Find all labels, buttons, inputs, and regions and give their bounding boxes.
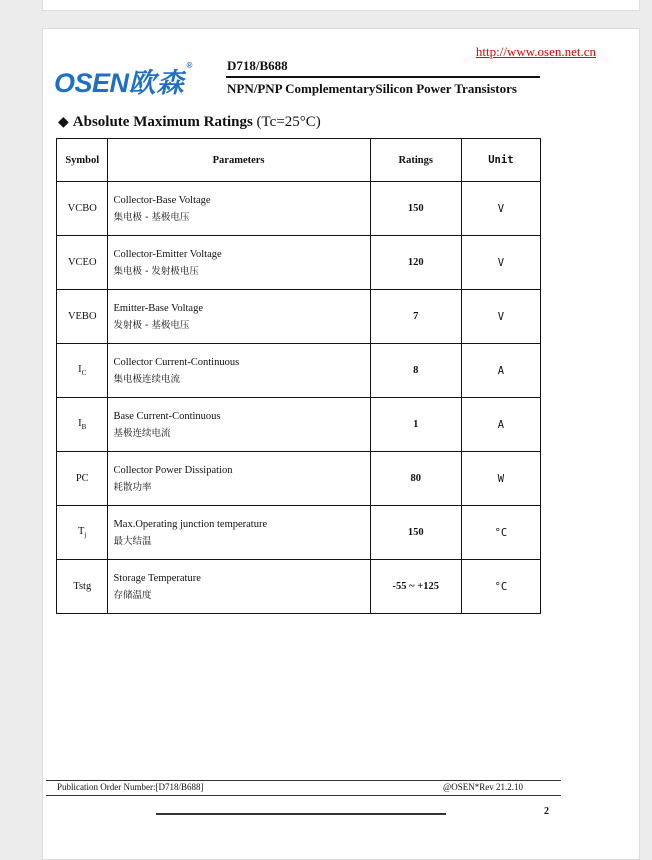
cell-rating: -55 ~ +125 xyxy=(370,560,461,614)
cell-parameter xyxy=(108,182,370,236)
parameter-en: Storage Temperature xyxy=(113,572,201,584)
parameter-zh: 集电极 - 基极电压 xyxy=(113,211,190,223)
cell-unit: A xyxy=(461,344,540,398)
symbol-main: I xyxy=(78,363,82,375)
footer-rule-bottom xyxy=(46,795,561,796)
header-unit: Unit xyxy=(461,139,540,182)
symbol-main: Tstg xyxy=(73,581,92,592)
cell-parameter xyxy=(108,290,370,344)
cell-rating: 8 xyxy=(370,344,461,398)
previous-page-edge xyxy=(42,0,640,11)
symbol-subscript: C xyxy=(81,369,87,378)
logo-text: OSEN xyxy=(54,68,129,98)
section-condition: (Tc=25°C) xyxy=(256,114,321,130)
revision-label: @OSEN*Rev 21.2.10 xyxy=(443,782,524,792)
cell-parameter xyxy=(108,452,370,506)
cell-unit: °C xyxy=(461,506,540,560)
cell-rating: 150 xyxy=(370,182,461,236)
diamond-bullet-icon: ◆ xyxy=(58,115,69,130)
parameter-zh: 发射极 - 基极电压 xyxy=(113,319,190,331)
parameter-en: Emitter-Base Voltage xyxy=(113,302,203,314)
symbol-main: VCEO xyxy=(67,257,97,268)
part-number: D718/B688 xyxy=(227,58,288,73)
cell-rating: 1 xyxy=(370,398,461,452)
table-row xyxy=(57,182,541,236)
parameter-zh: 耗散功率 xyxy=(113,481,152,493)
symbol-main: T xyxy=(78,525,85,537)
parameter-en: Collector-Emitter Voltage xyxy=(113,248,222,260)
cell-unit: A xyxy=(461,398,540,452)
symbol-subscript: j xyxy=(84,531,87,540)
header-ratings: Ratings xyxy=(370,139,461,182)
publication-order-number: Publication Order Number:[D718/B688] xyxy=(57,782,204,792)
ratings-table xyxy=(56,138,541,614)
cell-unit: V xyxy=(461,290,540,344)
parameter-en: Collector Current-Continuous xyxy=(113,356,240,368)
symbol-main: PC xyxy=(75,473,89,484)
symbol-main: VEBO xyxy=(67,311,97,322)
table-row xyxy=(57,506,541,560)
cell-symbol xyxy=(57,344,108,398)
symbol-main: I xyxy=(78,417,82,429)
cell-unit: °C xyxy=(461,560,540,614)
table-row xyxy=(57,560,541,614)
table-row xyxy=(57,398,541,452)
cell-symbol xyxy=(57,560,108,614)
cell-symbol xyxy=(57,182,108,236)
parameter-zh: 最大结温 xyxy=(113,535,152,547)
table-header-row xyxy=(57,139,541,182)
section-heading xyxy=(58,114,321,131)
cell-symbol xyxy=(57,236,108,290)
cell-parameter xyxy=(108,506,370,560)
footer-rule-top xyxy=(46,780,561,781)
cell-unit: V xyxy=(461,182,540,236)
symbol-main: VCBO xyxy=(67,203,97,214)
parameter-en: Collector Power Dissipation xyxy=(113,464,233,476)
page-bottom-rule xyxy=(156,813,446,815)
cell-rating: 150 xyxy=(370,506,461,560)
cell-rating: 80 xyxy=(370,452,461,506)
parameter-zh: 集电极连续电流 xyxy=(113,373,180,385)
cell-symbol xyxy=(57,452,108,506)
parameter-en: Collector-Base Voltage xyxy=(113,194,211,206)
table-row xyxy=(57,344,541,398)
parameter-zh: 基极连续电流 xyxy=(113,427,171,439)
header-rule xyxy=(226,76,540,78)
parameter-en: Base Current-Continuous xyxy=(113,410,221,422)
cell-parameter xyxy=(108,344,370,398)
document-subtitle: NPN/PNP ComplementarySilicon Power Transistors xyxy=(227,81,517,96)
cell-parameter xyxy=(108,236,370,290)
section-title: Absolute Maximum Ratings xyxy=(72,114,253,130)
osen-logo xyxy=(54,61,224,98)
header-parameters: Parameters xyxy=(108,139,370,182)
logo-zh: 欧森 xyxy=(128,68,185,98)
parameter-en: Max.Operating junction temperature xyxy=(113,518,268,530)
page-number: 2 xyxy=(544,806,549,817)
cell-symbol xyxy=(57,398,108,452)
cell-rating: 7 xyxy=(370,290,461,344)
cell-parameter xyxy=(108,560,370,614)
symbol-subscript: B xyxy=(81,423,87,432)
table-row xyxy=(57,290,541,344)
cell-symbol xyxy=(57,290,108,344)
parameter-zh: 集电极 - 发射极电压 xyxy=(113,265,199,277)
parameter-zh: 存储温度 xyxy=(113,589,152,601)
table-row xyxy=(57,452,541,506)
header-symbol: Symbol xyxy=(57,139,108,182)
website-link[interactable]: http://www.osen.net.cn xyxy=(475,44,596,59)
cell-parameter xyxy=(108,398,370,452)
cell-unit: V xyxy=(461,236,540,290)
cell-symbol xyxy=(57,506,108,560)
cell-unit: W xyxy=(461,452,540,506)
table-row xyxy=(57,236,541,290)
cell-rating: 120 xyxy=(370,236,461,290)
logo-registered-mark: ® xyxy=(186,61,192,70)
